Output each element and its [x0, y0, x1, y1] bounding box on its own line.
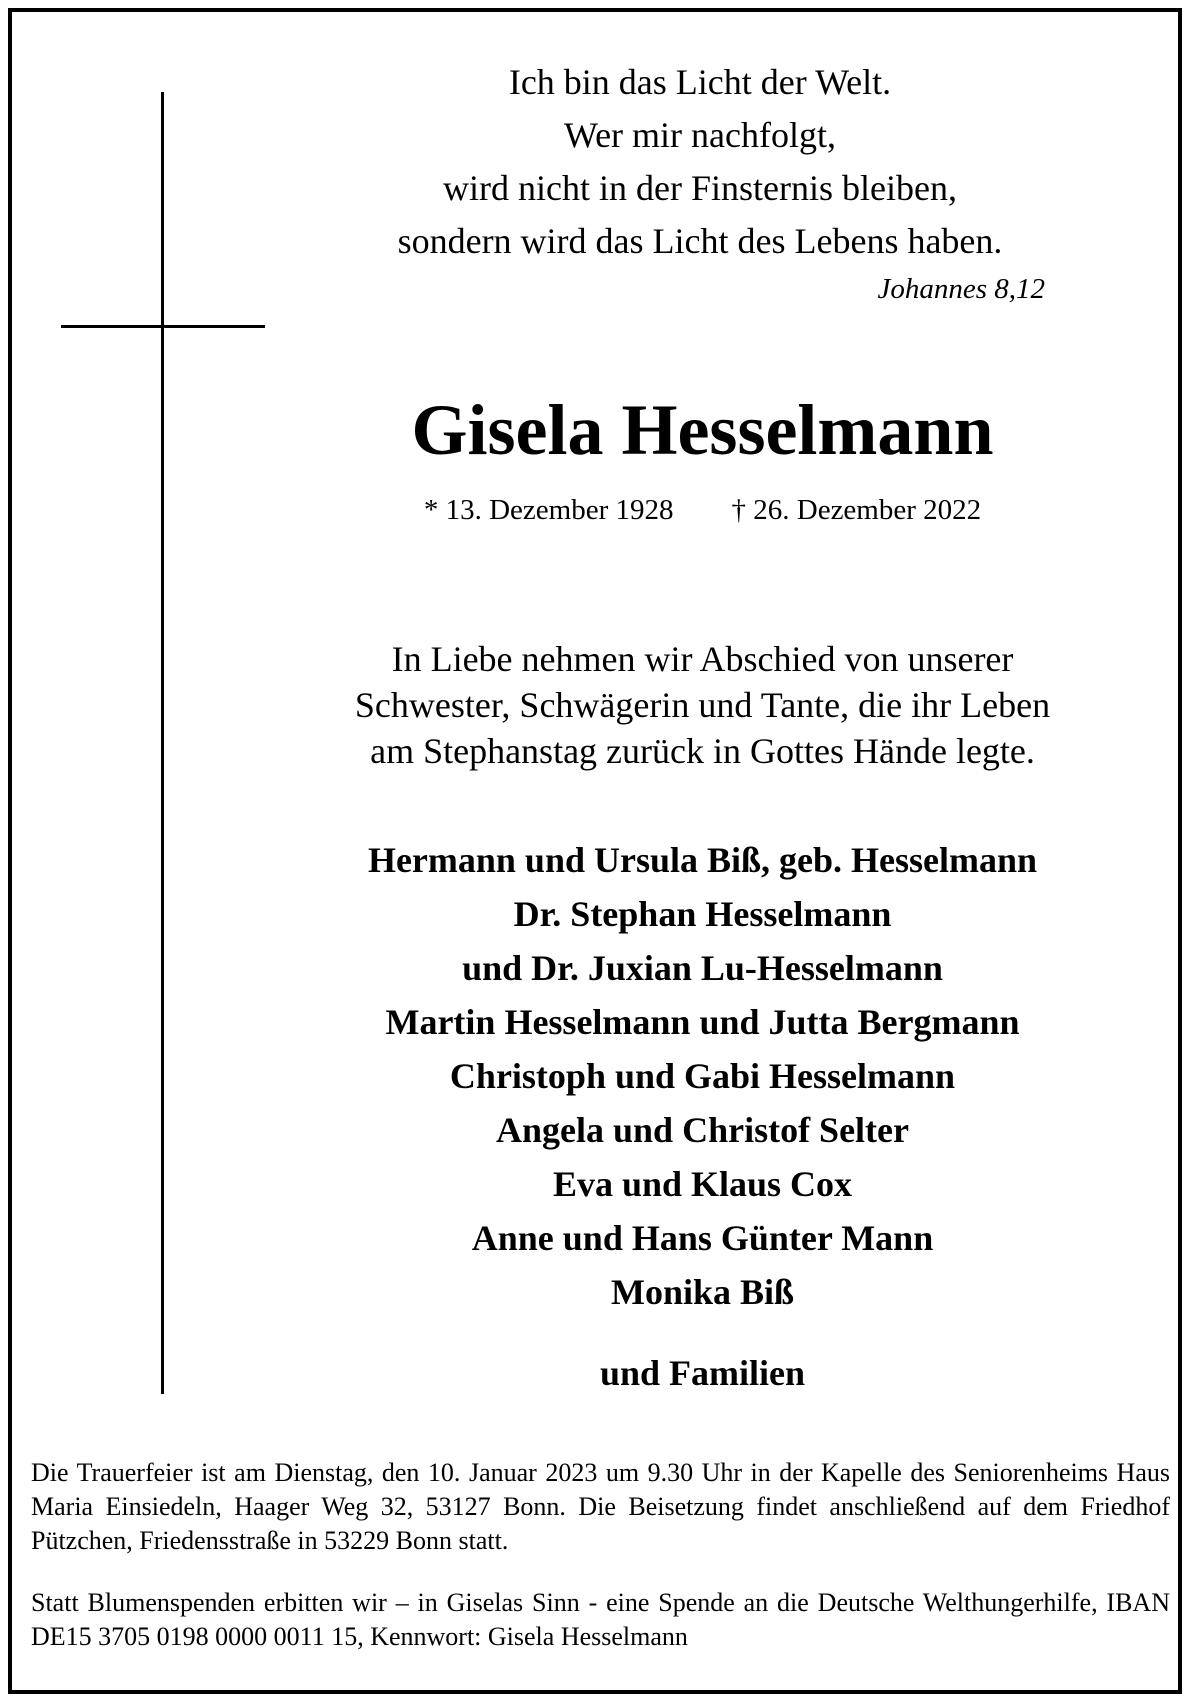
birth-date: * 13. Dezember 1928 [423, 494, 674, 526]
mourner-entry: und Dr. Juxian Lu-Hesselmann [462, 948, 943, 988]
deceased-name: Gisela Hesselmann [411, 390, 994, 470]
farewell-line: Schwester, Schwägerin und Tante, die ihr Leben [354, 685, 1051, 725]
death-date: † 26. Dezember 2022 [731, 494, 982, 526]
mourner-entry: Martin Hesselmann und Jutta Bergmann [385, 1002, 1020, 1042]
cross-vertical-bar [161, 92, 164, 1394]
farewell-text [260, 636, 1145, 774]
mourners-list [260, 833, 1145, 1319]
mourner-entry: Monika Biß [610, 1272, 795, 1312]
mourner-entry: Anne und Hans Günter Mann [471, 1218, 934, 1258]
mourner-entry: Hermann und Ursula Biß, geb. Hesselmann [367, 840, 1038, 880]
families-line: und Familien [599, 1353, 806, 1393]
verse-reference: Johannes 8,12 [877, 273, 1045, 305]
bible-verse [300, 56, 1100, 268]
verse-line: sondern wird das Licht des Lebens haben. [397, 221, 1003, 261]
mourner-entry: Angela und Christof Selter [496, 1110, 909, 1150]
mourner-entry: Eva und Klaus Cox [552, 1164, 853, 1204]
verse-line: wird nicht in der Finsternis bleiben, [443, 168, 957, 208]
farewell-line: am Stephanstag zurück in Gottes Hände legte. [370, 731, 1035, 771]
farewell-line: In Liebe nehmen wir Abschied von unserer [391, 639, 1014, 679]
mourner-entry: Dr. Stephan Hesselmann [513, 894, 892, 934]
donation-notice: Statt Blumenspenden erbitten wir – in Giselas Sinn - eine Spende an die Deutsche Welthungerhilfe, IBAN DE15 3705 0198 0000 0011 15, Kennwort: Gisela Hesselmann [31, 1588, 1170, 1651]
mourner-entry: Christoph und Gabi Hesselmann [449, 1056, 956, 1096]
funeral-notice: Die Trauerfeier ist am Dienstag, den 10. Januar 2023 um 9.30 Uhr in der Kapelle des Seniorenheims Haus Maria Einsiedeln, Haager Weg 32, 53127 Bonn. Die Beisetzung findet anschließend auf dem Friedhof Pützchen, Friedensstraße in 53229 Bonn statt. [31, 1458, 1170, 1555]
verse-line: Wer mir nachfolgt, [563, 115, 836, 155]
life-dates [300, 490, 1105, 530]
verse-line: Ich bin das Licht der Welt. [508, 62, 892, 102]
cross-horizontal-bar [61, 325, 265, 328]
